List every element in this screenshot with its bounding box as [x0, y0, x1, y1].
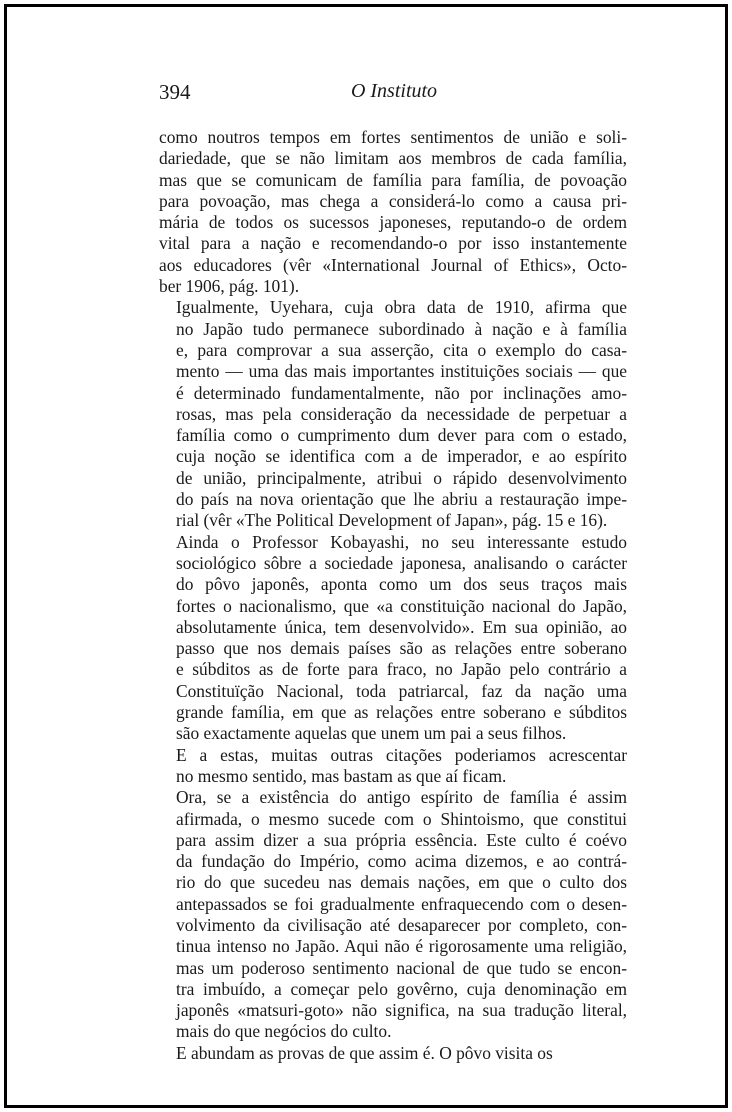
text-line: Ainda o Professor Kobayashi, no seu interessante estudo	[176, 531, 627, 552]
text-line: e súbditos as de forte para fraco, no Japão pelo contrário a	[176, 659, 627, 680]
text-line: da fundação do Império, como acima dizemos, e ao contrá-	[176, 851, 627, 872]
text-line: rosas, mas pela consideração da necessidade de perpetuar a	[176, 403, 627, 424]
text-line: volvimento da civilisação até desaparecer por completo, con-	[176, 914, 627, 935]
paragraph	[159, 532, 627, 745]
text-line: afirmada, o mesmo sucede com o Shintoismo, que constitui	[176, 808, 627, 829]
paragraph	[159, 787, 627, 1043]
text-line: no mesmo sentido, mas bastam as que aí ficam.	[176, 765, 507, 786]
text-line: E a estas, muitas outras citações poderiamos acrescentar	[176, 744, 627, 765]
body-text	[159, 127, 627, 1064]
text-line: ber 1906, pág. 101).	[159, 276, 300, 297]
text-line: mas um poderoso sentimento nacional de que tudo se encon-	[176, 957, 627, 978]
paragraph	[159, 297, 627, 531]
text-line: do pôvo japonês, aponta como um dos seus traços mais	[176, 574, 627, 595]
text-line: absolutamente única, tem desenvolvido». Em sua opinião, ao	[176, 616, 627, 637]
text-line: são exactamente aquelas que unem um pai a seus filhos.	[176, 723, 567, 744]
paragraph	[159, 1043, 627, 1064]
text-line: mento — uma das mais importantes instituições sociais — que	[176, 361, 627, 382]
text-line: como noutros tempos em fortes sentimentos de união e soli-	[159, 127, 627, 147]
text-line: para assim dizer a sua própria essência. Este culto é coévo	[176, 829, 627, 850]
text-line: japonês «matsuri-goto» não significa, na sua tradução literal,	[176, 1000, 627, 1021]
text-line: passo que nos demais países são as relações entre soberano	[176, 638, 627, 659]
text-line: tinua intenso no Japão. Aqui não é rigorosamente uma religião,	[176, 936, 627, 957]
text-line: Constituïção Nacional, toda patriarcal, faz da nação uma	[176, 680, 627, 701]
text-line: no Japão tudo permanece subordinado à nação e à família	[176, 318, 627, 339]
text-line: rial (vêr «The Political Development of Japan», pág. 15 e 16).	[176, 510, 608, 531]
page-header	[159, 80, 629, 110]
text-line: fortes o nacionalismo, que «a constituição nacional do Japão,	[176, 595, 627, 616]
text-line: aos educadores (vêr «International Journal of Ethics», Octo-	[159, 254, 627, 275]
text-line: Igualmente, Uyehara, cuja obra data de 1910, afirma que	[176, 297, 627, 318]
text-line: dariedade, que se não limitam aos membros de cada família,	[159, 148, 627, 169]
text-line: antepassados se foi gradualmente enfraquecendo com o desen-	[176, 893, 627, 914]
text-line: grande família, em que as relações entre soberano e súbditos	[176, 702, 627, 723]
text-line: é determinado fundamentalmente, não por inclinações amo-	[176, 382, 627, 403]
text-line: mária de todos os sucessos japoneses, reputando-o de ordem	[159, 212, 627, 233]
text-line: rio do que sucedeu nas demais nações, em que o culto dos	[176, 872, 627, 893]
text-line: Ora, se a existência do antigo espírito de família é assim	[176, 787, 627, 808]
text-line: de união, principalmente, atribui o rápido desenvolvimento	[176, 467, 627, 488]
text-line: para povoação, mas chega a considerá-lo como a causa pri-	[159, 190, 627, 211]
running-title: O Instituto	[350, 80, 438, 102]
text-line: tra imbuído, a começar pelo govêrno, cuja denominação em	[176, 978, 627, 999]
paragraph	[159, 127, 627, 297]
text-line: cuja noção se identifica com a de imperador, e ao espírito	[176, 446, 627, 467]
text-line: vital para a nação e recomendando-o por isso instantemente	[159, 233, 627, 254]
page-number: 394	[159, 80, 191, 104]
text-line: e, para comprovar a sua asserção, cita o exemplo do casa-	[176, 339, 627, 360]
text-line: mas que se comunicam de família para família, de povoação	[159, 169, 627, 190]
text-line: mais do que negócios do culto.	[176, 1021, 392, 1042]
text-line: E abundam as provas de que assim é. O pôvo visita os	[176, 1042, 553, 1063]
text-line: do país na nova orientação que lhe abriu a restauração impe-	[176, 489, 627, 510]
paragraph	[159, 745, 627, 788]
text-line: sociológico sôbre a sociedade japonesa, analisando o carácter	[176, 552, 627, 573]
text-line: família como o cumprimento dum dever para com o estado,	[176, 425, 627, 446]
